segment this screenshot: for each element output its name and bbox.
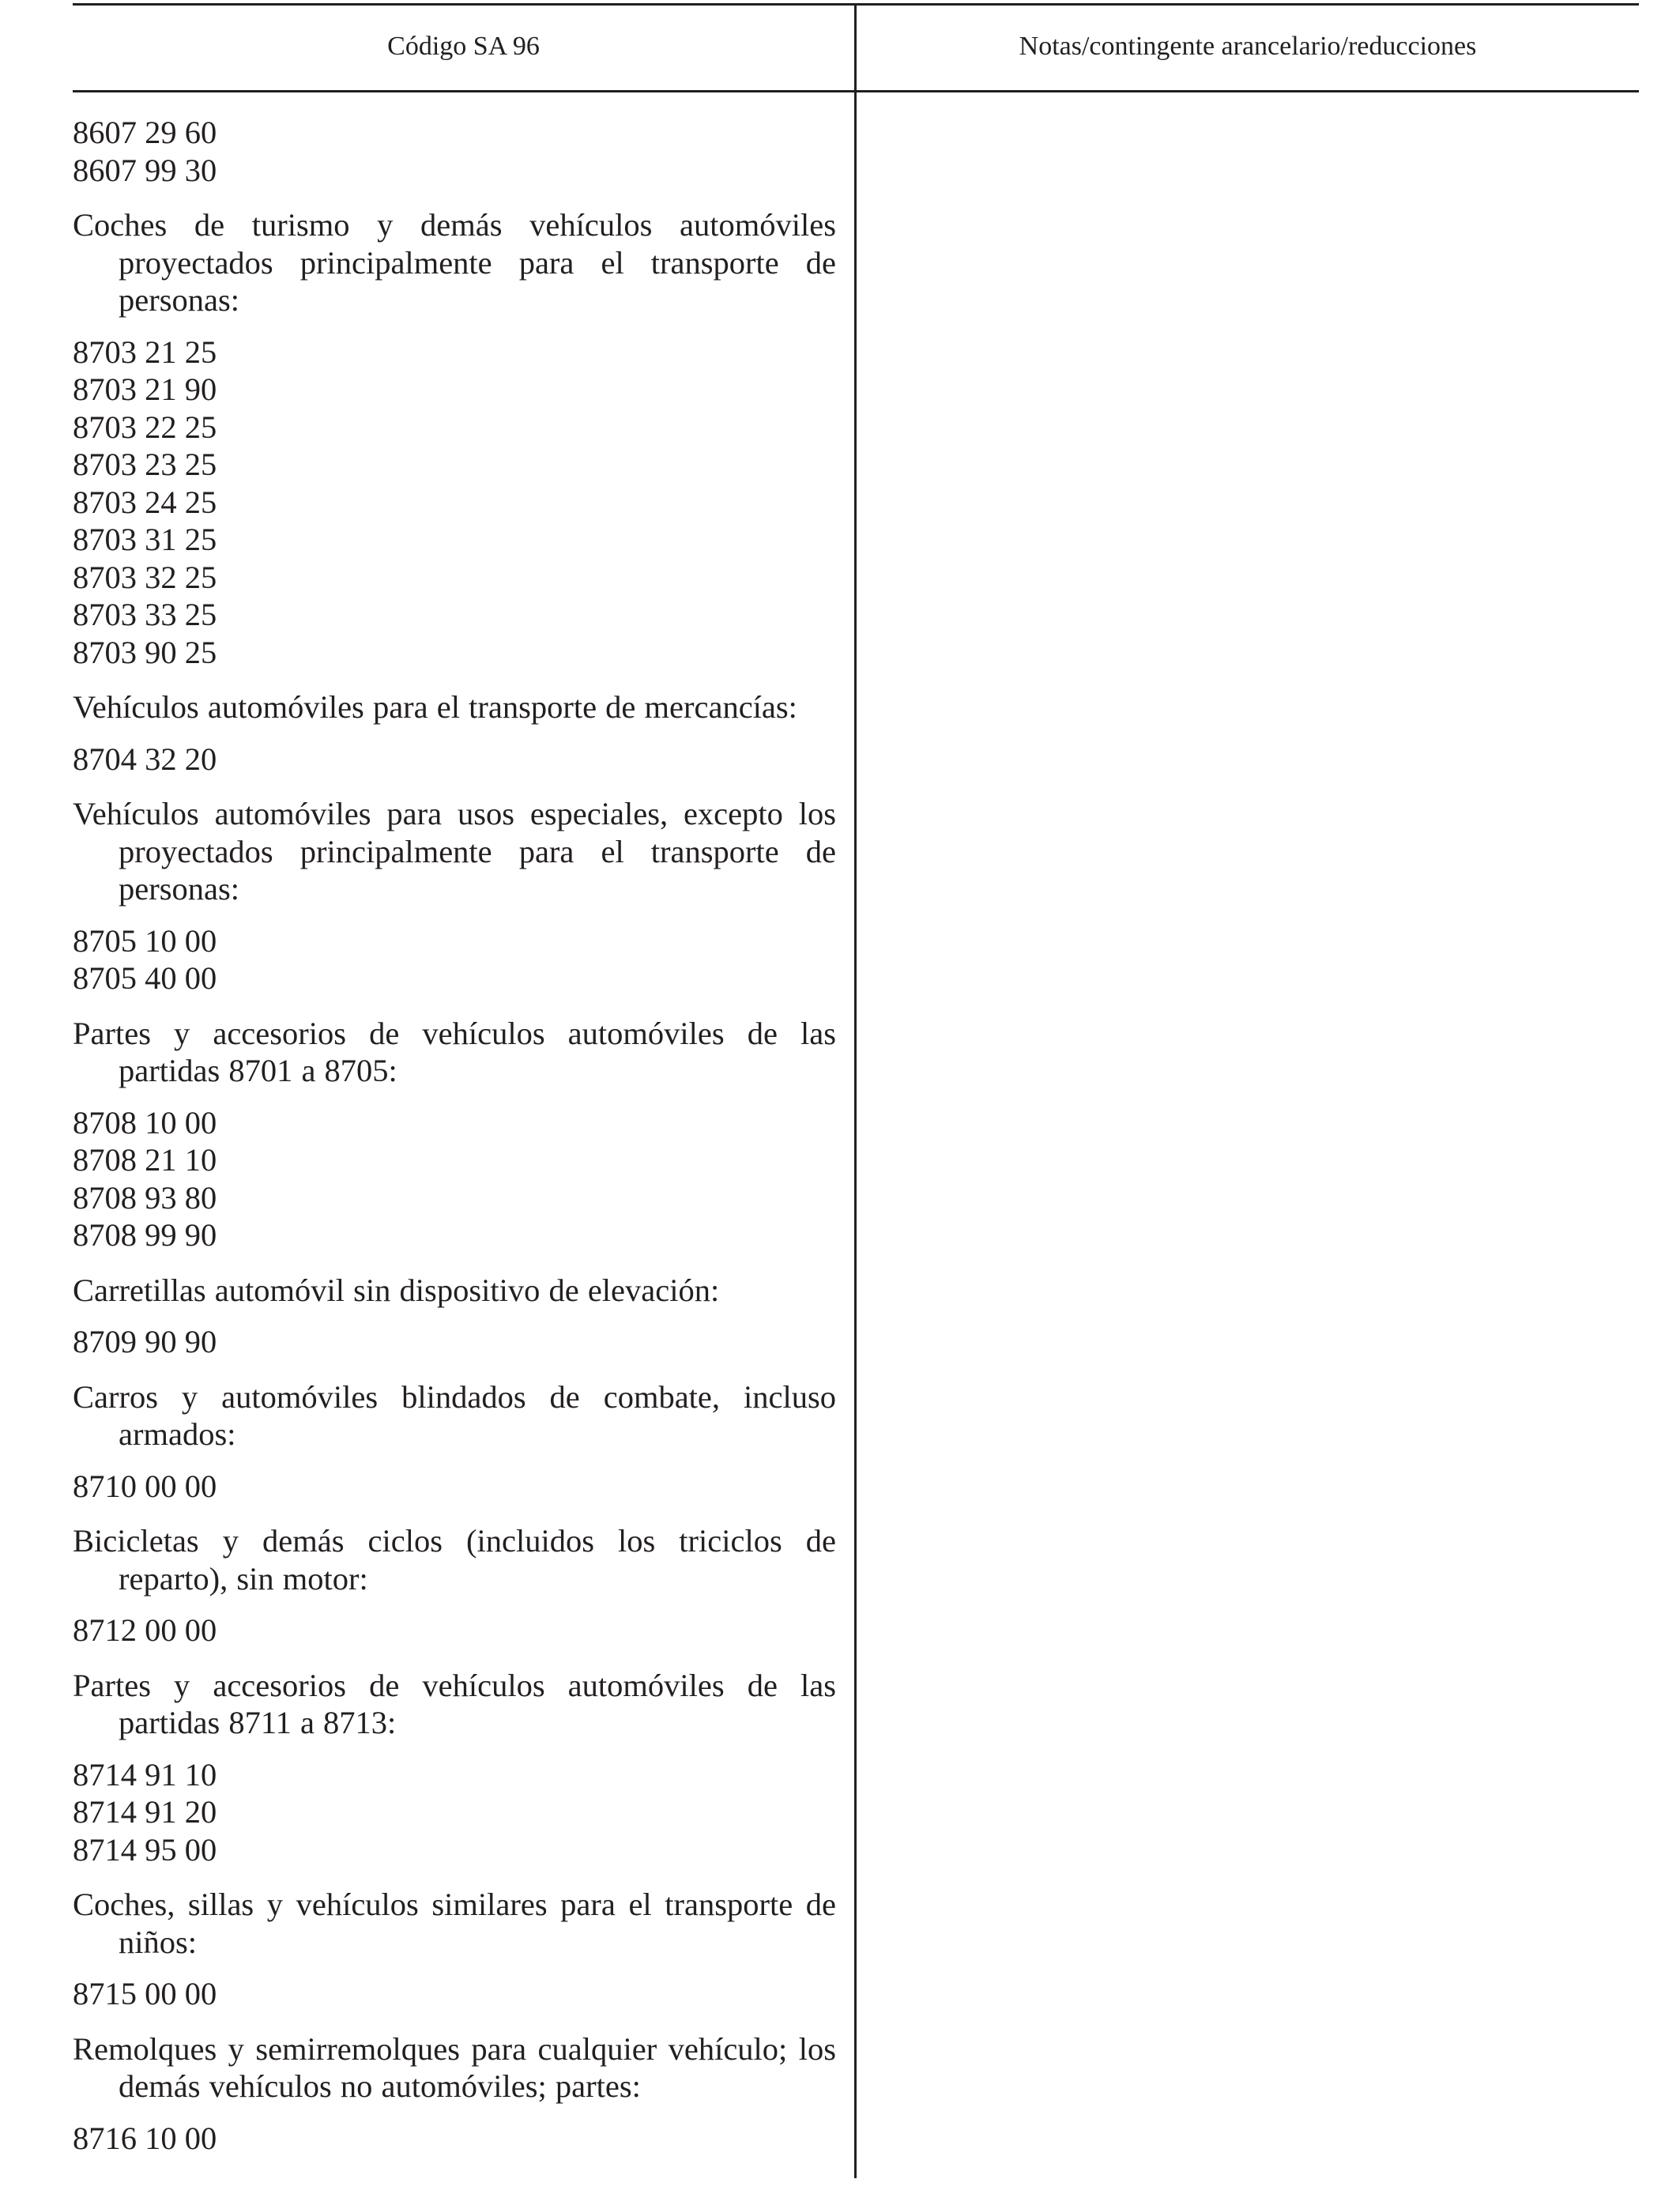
code-list (73, 114, 836, 189)
section-block (73, 1272, 836, 1361)
section-block (73, 206, 836, 671)
section-description: Carros y automóviles blindados de combate, incluso armados: (73, 1378, 836, 1452)
section-block (73, 1378, 836, 1506)
section-block (73, 1667, 836, 1869)
code-list (73, 1468, 836, 1506)
hs-code: 8714 95 00 (73, 1831, 217, 1868)
hs-code: 8607 29 60 (73, 115, 217, 150)
hs-code: 8703 23 25 (73, 447, 217, 482)
column-header-code: Código SA 96 (387, 32, 540, 61)
hs-code: 8708 21 10 (73, 1142, 217, 1178)
code-list (73, 334, 836, 672)
hs-code: 8703 22 25 (73, 409, 217, 445)
code-list (73, 2120, 836, 2158)
hs-code: 8704 32 20 (73, 741, 217, 777)
hs-code: 8703 21 25 (73, 334, 217, 370)
hs-code: 8716 10 00 (73, 2120, 217, 2156)
code-list (73, 1104, 836, 1254)
section-block (73, 1886, 836, 2013)
hs-code: 8714 91 10 (73, 1756, 217, 1793)
section-description: Vehículos automóviles para el transporte de mercancías: (73, 689, 797, 725)
code-list (73, 922, 836, 997)
section-block (73, 688, 836, 778)
hs-code: 8703 31 25 (73, 522, 217, 557)
section-description: Coches, sillas y vehículos similares para el transporte de niños: (73, 1887, 836, 1960)
column-header-notes: Notas/contingente arancelario/reducciones (1019, 32, 1477, 61)
hs-code: 8708 93 80 (73, 1179, 217, 1216)
code-list (73, 1756, 836, 1869)
section-description: Partes y accesorios de vehículos automóviles de las partidas 8701 a 8705: (73, 1015, 836, 1088)
hs-code: 8607 99 30 (73, 152, 217, 188)
code-list (73, 1323, 836, 1361)
column-divider (854, 3, 857, 2178)
hs-code: 8708 10 00 (73, 1104, 217, 1140)
code-list (73, 1975, 836, 2013)
section-description: Coches de turismo y demás vehículos automóviles proyectados principalmente para el transporte de personas: (73, 207, 836, 318)
hs-code: 8710 00 00 (73, 1468, 217, 1504)
hs-code: 8703 24 25 (73, 484, 217, 520)
hs-code: 8709 90 90 (73, 1324, 217, 1359)
hs-code: 8705 40 00 (73, 960, 217, 996)
section-block (73, 1015, 836, 1254)
hs-code: 8705 10 00 (73, 922, 217, 959)
section-block (73, 2030, 836, 2158)
section-description: Partes y accesorios de vehículos automóviles de las partidas 8711 a 8713: (73, 1667, 836, 1740)
section-description: Vehículos automóviles para usos especiales, excepto los proyectados principalmente para el transporte de personas: (73, 796, 836, 907)
tariff-table (73, 3, 1639, 2178)
hs-code: 8703 90 25 (73, 634, 217, 670)
hs-code: 8712 00 00 (73, 1612, 217, 1648)
section-block (73, 1522, 836, 1649)
hs-code: 8714 91 20 (73, 1794, 217, 1830)
code-list (73, 1612, 836, 1649)
hs-code: 8703 21 90 (73, 371, 217, 407)
hs-code: 8715 00 00 (73, 1976, 217, 2011)
section-description: Bicicletas y demás ciclos (incluidos los triciclos de reparto), sin motor: (73, 1523, 836, 1596)
codes-column (73, 114, 836, 2174)
hs-code: 8703 33 25 (73, 597, 217, 632)
section-block (73, 795, 836, 997)
section-description: Remolques y semirremolques para cualquier vehículo; los demás vehículos no automóviles; partes: (73, 2030, 836, 2104)
code-list (73, 741, 836, 778)
section-description: Carretillas automóvil sin dispositivo de elevación: (73, 1272, 720, 1308)
hs-code: 8708 99 90 (73, 1217, 217, 1253)
hs-code: 8703 32 25 (73, 559, 217, 595)
section-block (73, 114, 836, 189)
